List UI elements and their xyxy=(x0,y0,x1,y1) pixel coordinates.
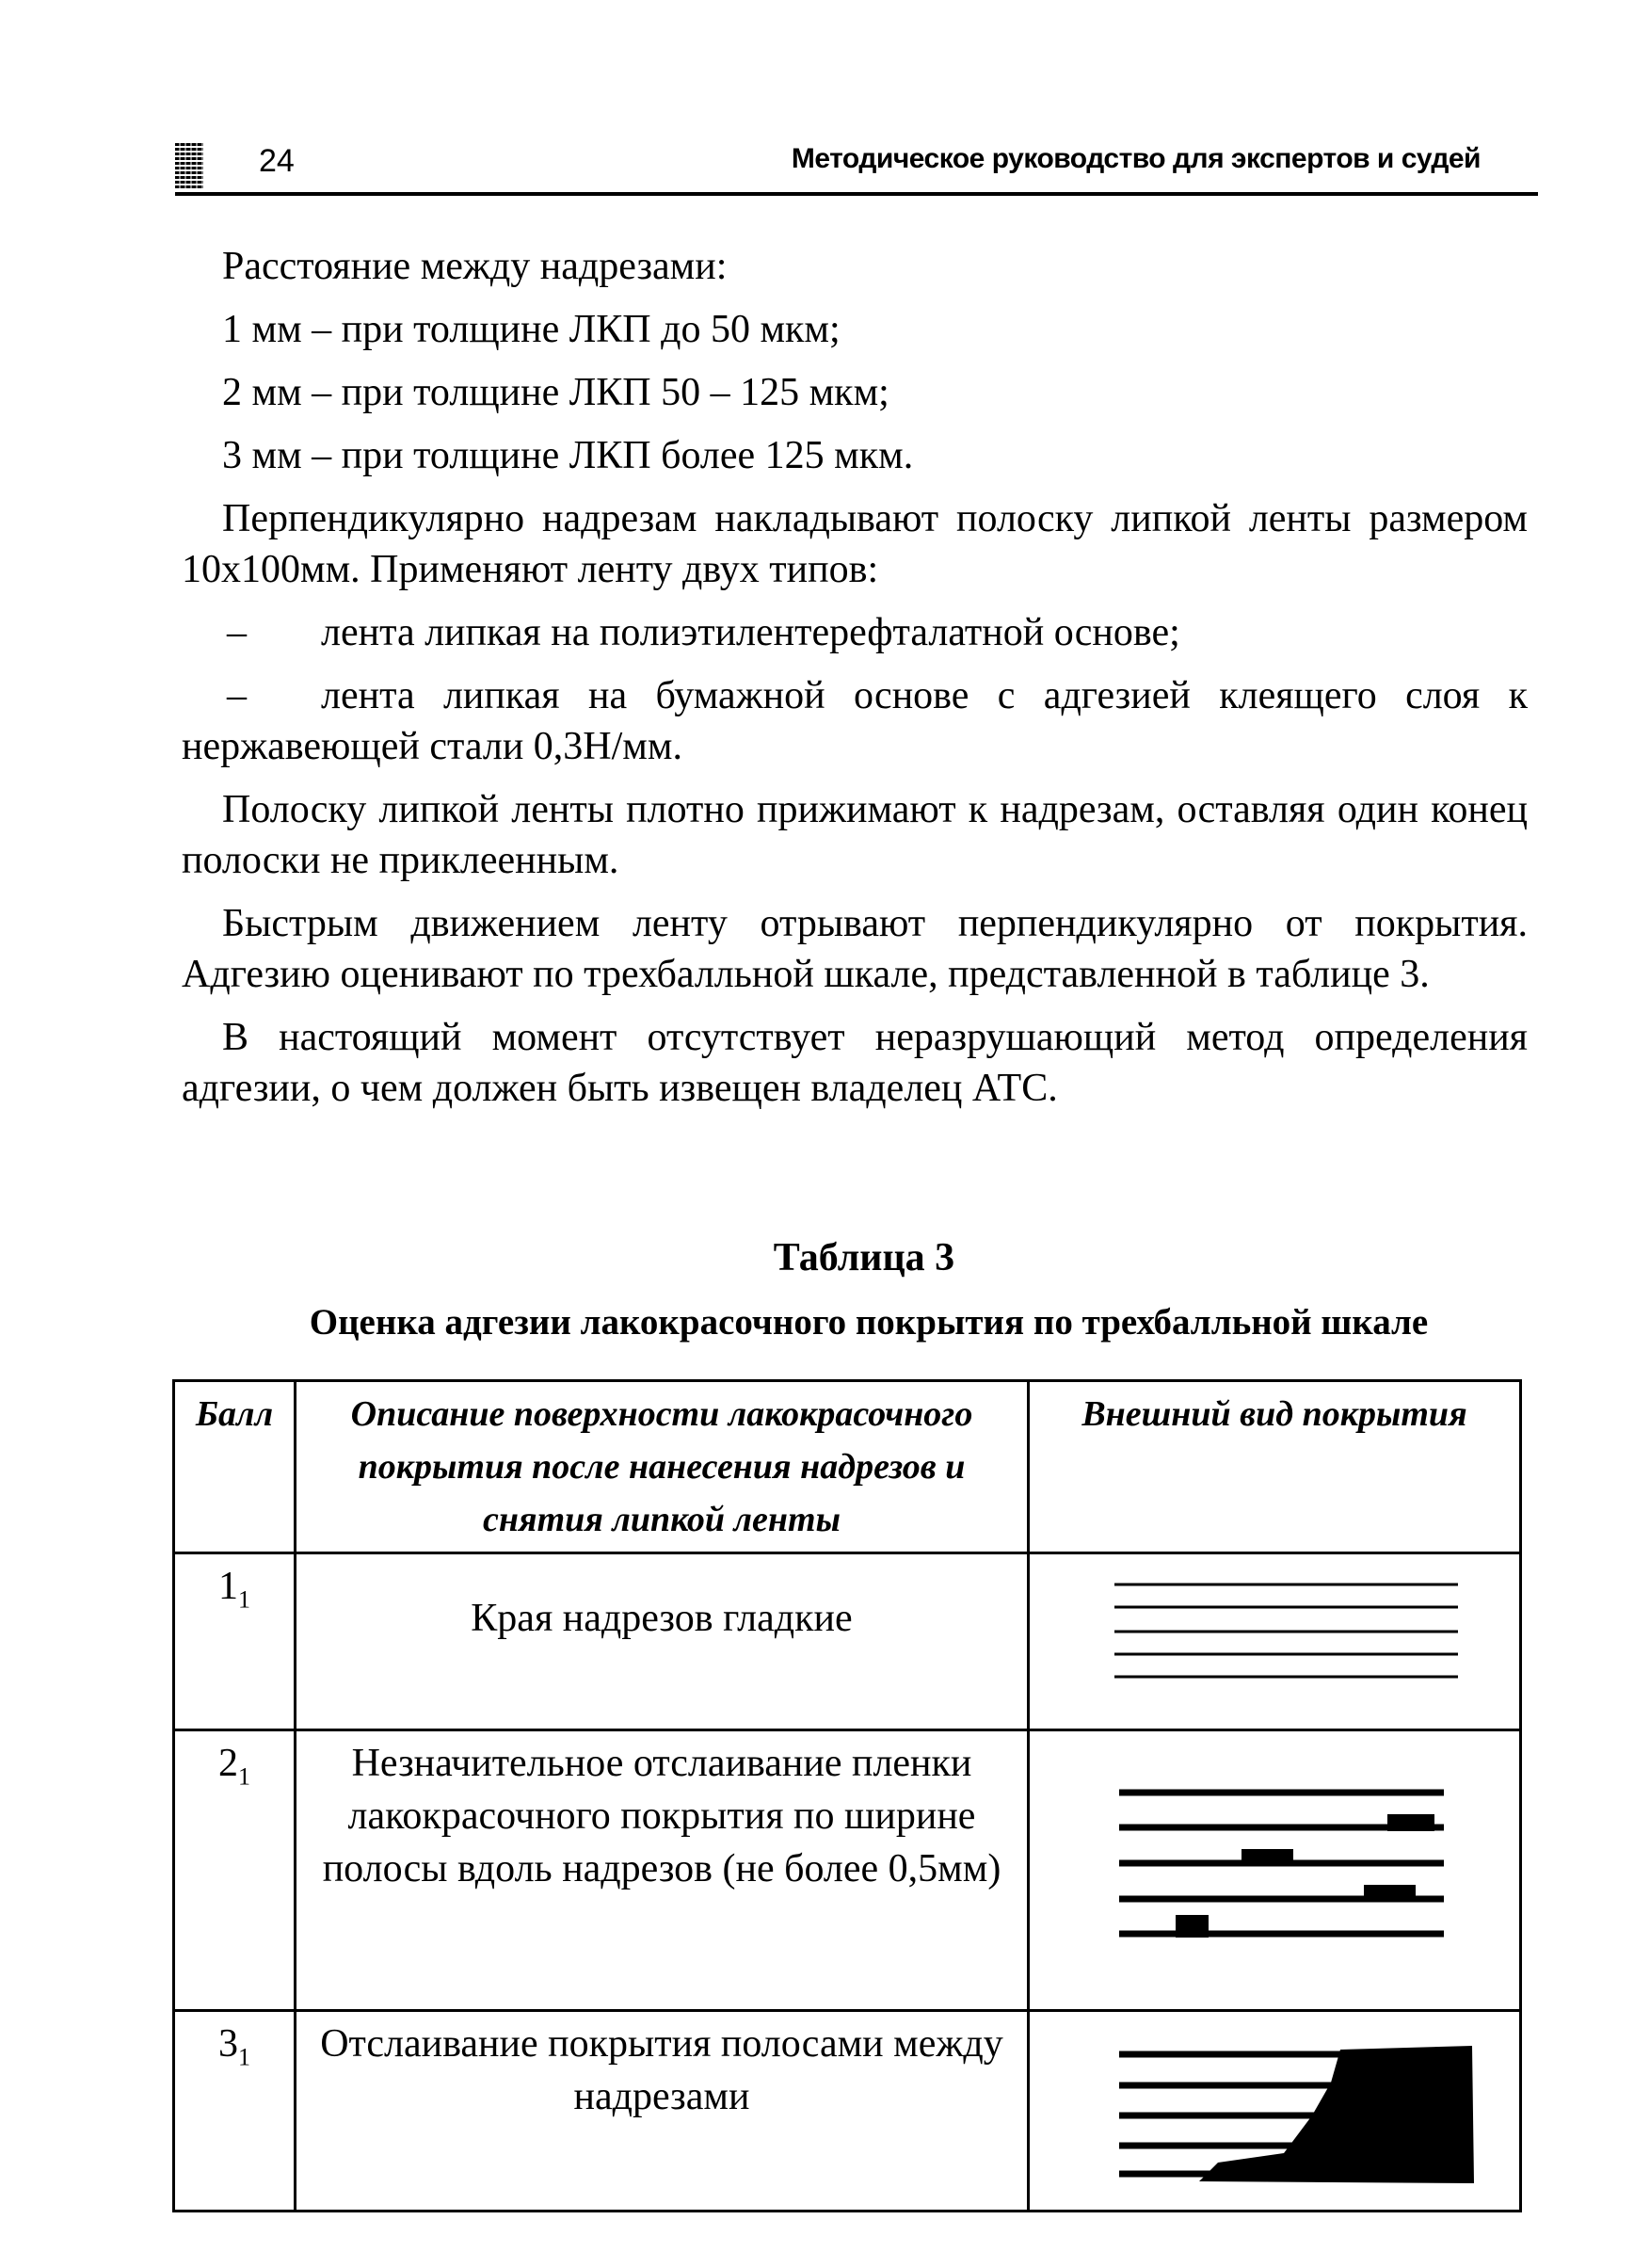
table-title: Оценка адгезии лакокрасочного покрытия по трехбалльной шкале xyxy=(309,1302,1429,1343)
score-cell: $3_1$ xyxy=(174,2011,296,2212)
adhesion-table xyxy=(172,1379,1522,2212)
list-item xyxy=(182,607,1528,658)
table-caption: Таблица 3 xyxy=(773,1236,955,1279)
page-number: 24 xyxy=(259,143,295,179)
table-row xyxy=(174,1553,1521,1730)
paragraph: Расстояние между надрезами: xyxy=(222,245,728,288)
header-rule xyxy=(175,192,1538,196)
description-cell: Незначительное отслаивание пленки лакокрасочного покрытия по ширине полосы вдоль надрезов (не более 0,5мм) xyxy=(296,1730,1029,2011)
body-text xyxy=(182,241,1528,1126)
appearance-image-smooth xyxy=(1029,1553,1521,1730)
list-item-text: лента липкая на полиэтилентерефталатной основе; xyxy=(321,611,1180,654)
paragraph: В настоящий момент отсутствует неразрушающий метод определения адгезии, о чем должен быть извещен владелец АТС. xyxy=(182,1016,1528,1110)
appearance-image-minor-peeling xyxy=(1029,1730,1521,2011)
table-header-row xyxy=(174,1381,1521,1553)
appearance-image-strip-peeling xyxy=(1029,2011,1521,2212)
paragraph: Быстрым движением ленту отрывают перпендикулярно от покрытия. Адгезию оценивают по трехбалльной шкале, представленной в таблице 3. xyxy=(182,902,1528,996)
dash: – xyxy=(227,611,247,654)
table-row xyxy=(174,1730,1521,2011)
score-cell: $1_1$ xyxy=(174,1553,296,1730)
paragraph: 2 мм – при толщине ЛКП 50 – 125 мкм; xyxy=(222,371,889,414)
paragraph: Полоску липкой ленты плотно прижимают к надрезам, оставляя один конец полоски не приклеенным. xyxy=(182,788,1528,882)
book-icon xyxy=(175,143,203,188)
paragraph: Перпендикулярно надрезам накладывают полоску липкой ленты размером 10x100мм. Применяют ленту двух типов: xyxy=(182,497,1528,591)
paragraph: 1 мм – при толщине ЛКП до 50 мкм; xyxy=(222,308,841,351)
description-cell: Отслаивание покрытия полосами между надрезами xyxy=(296,2011,1029,2212)
running-title: Методическое руководство для экспертов и судей xyxy=(791,143,1481,174)
table-row xyxy=(174,2011,1521,2212)
description-cell: Края надрезов гладкие xyxy=(296,1553,1029,1730)
header-score: Балл xyxy=(174,1381,296,1553)
list-item-text: лента липкая на бумажной основе с адгезией клеящего слоя к нержавеющей стали 0,3Н/мм. xyxy=(182,674,1528,768)
header-description: Описание поверхности лакокрасочного покрытия после нанесения надрезов и снятия липкой ленты xyxy=(296,1381,1029,1553)
header-appearance: Внешний вид покрытия xyxy=(1029,1381,1521,1553)
score-cell: $2_1$ xyxy=(174,1730,296,2011)
list-item xyxy=(182,670,1528,772)
paragraph: 3 мм – при толщине ЛКП более 125 мкм. xyxy=(222,434,914,477)
dash: – xyxy=(227,674,247,717)
